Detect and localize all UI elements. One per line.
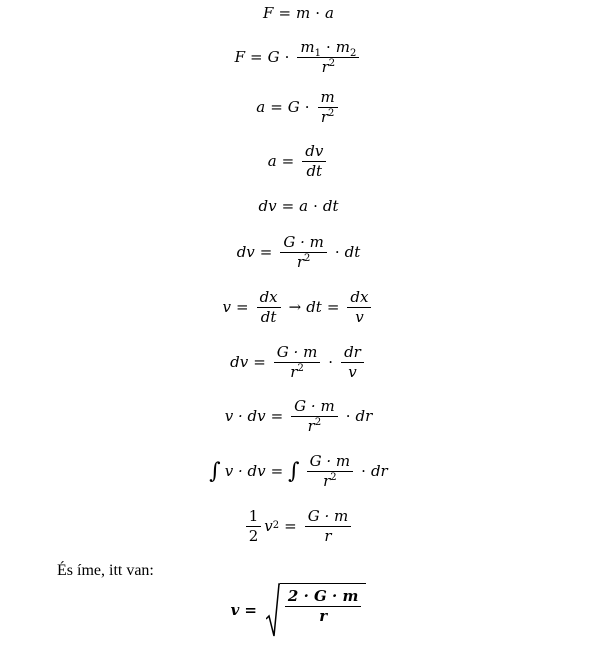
equation-escape-velocity: v = $\frac{2 \cdot G \cdot m}{r}$	[0, 582, 597, 638]
fraction: $\frac{1}{2}$	[246, 508, 262, 545]
fraction: $\frac{G \cdot m}{r^2}$	[274, 344, 321, 381]
fraction: $\frac{m}{r^2}$	[318, 89, 338, 126]
fraction: $\frac{G \cdot m}{r^2}$	[291, 398, 338, 435]
fraction: $\frac{2 \cdot G \cdot m}{r}$	[285, 588, 361, 625]
fraction: $\frac{m_1 \cdot m_2}{r^2}$	[297, 39, 359, 76]
square-root	[266, 583, 366, 637]
equation-integral: ∫ v · dv = ∫ $\frac{G \cdot m}{r^2}$ · dr	[209, 451, 388, 490]
radical-sign-icon	[266, 583, 280, 637]
fraction: $\frac{dv}{dt}$	[302, 143, 326, 180]
fraction: $\frac{dx}{dt}$	[257, 289, 281, 326]
fraction: $\frac{dr}{v}$	[341, 344, 364, 381]
fraction: $\frac{G \cdot m}{r^2}$	[280, 234, 327, 271]
equation-gravitation-law: F = G · $\frac{m_1 \cdot m_2}{r^2}$	[0, 38, 597, 76]
integral-sign: ∫	[288, 458, 300, 484]
fraction: $\frac{dx}{v}$	[347, 289, 371, 326]
equation-acceleration-derivative: a = $\frac{dv}{dt}$	[0, 142, 597, 180]
equation-dv-gm-dr-v: dv = $\frac{G \cdot m}{r^2}$ · $\frac{dr}{v}$	[0, 343, 597, 381]
fraction: $\frac{G \cdot m}{r^2}$	[307, 453, 354, 490]
equation-acceleration-gravity: a = G · $\frac{m}{r^2}$	[0, 88, 597, 126]
equation-kinetic-energy: $\frac{1}{2}$ v 2 = $\frac{G \cdot m}{r}$	[0, 506, 597, 546]
fraction: $\frac{G \cdot m}{r}$	[305, 508, 352, 545]
integral-sign: ∫	[209, 458, 221, 484]
equation-v-dv: v · dv = $\frac{G \cdot m}{r^2}$ · dr	[224, 396, 373, 435]
prose-text: És íme, itt van:	[57, 562, 154, 579]
equation-newton-second-law: F = m · a	[263, 4, 334, 22]
equation-dv-gm-dt: dv = $\frac{G \cdot m}{r^2}$ · dt	[236, 232, 361, 271]
equation-velocity-dt: v = $\frac{dx}{dt}$ → dt = $\frac{dx}{v}$	[0, 288, 597, 326]
equation-dv-a-dt: dv = a · dt	[258, 197, 339, 215]
